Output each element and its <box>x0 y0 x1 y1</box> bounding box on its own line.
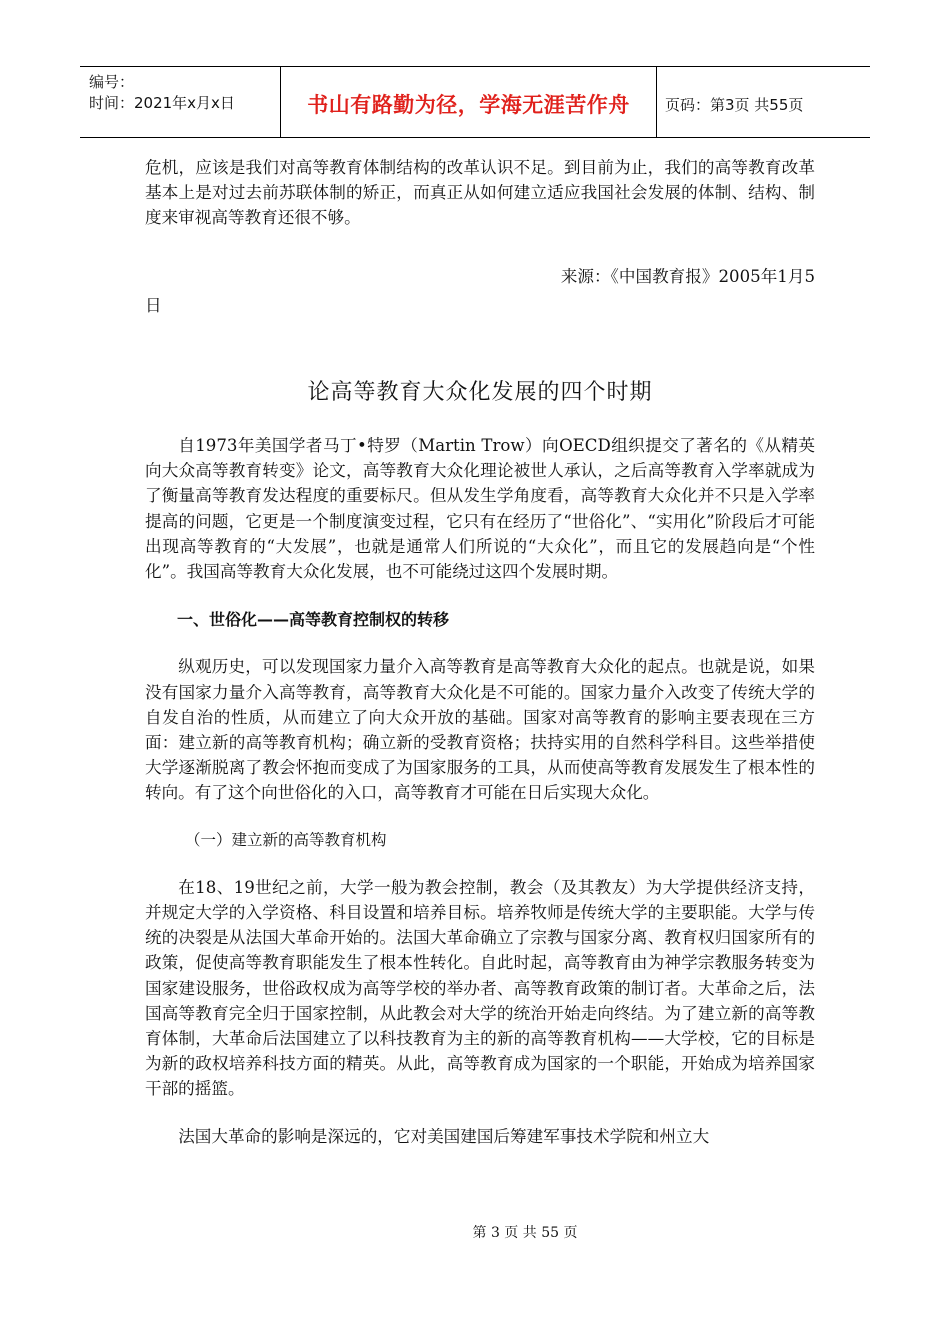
paragraph-intro: 危机，应该是我们对高等教育体制结构的改革认识不足。到目前为止，我们的高等教育改革基本上是对过去前苏联体制的矫正，而真正从如何建立适应我国社会发展的体制、结构、制度来审视高等教育还很不够。 <box>145 158 815 228</box>
paragraph-2: 纵观历史，可以发现国家力量介入高等教育是高等教育大众化的起点。也就是说，如果没有国家力量介入高等教育，高等教育大众化是不可能的。国家力量介入改变了传统大学的自发自治的性质，从而建立了向大众开放的基础。国家对高等教育的影响主要表现在三方面：建立新的高等教育机构；确立新的受教育资格；扶持实用的自然科学科目。这些举措使大学逐渐脱离了教会怀抱而变成了为国家服务的工具，从而使高等教育发展发生了根本性的转向。有了这个向世俗化的入口，高等教育才可能在日后实现大众化。 <box>145 657 815 803</box>
document-number-label: 编号： <box>89 73 135 91</box>
section-heading-1: 一、世俗化——高等教育控制权的转移 <box>177 610 450 630</box>
header-motto: 书山有路勤为径，学海无涯苦作舟 <box>281 67 657 137</box>
source-line: 来源：《中国教育报》2005年1月5 <box>560 266 815 286</box>
paragraph-3: 在18、19世纪之前，大学一般为教会控制，教会（及其教友）为大学提供经济支持，并规定大学的入学资格、科目设置和培养目标。培养牧师是传统大学的主要职能。大学与传统的决裂是从法国大革命开始的。法国大革命确立了宗教与国家分离、教育权归国家所有的政策，促使高等教育职能发生了根本性转化。自此时起，高等教育由为神学宗教服务转变为国家建设服务，世俗政权成为高等学校的举办者、高等教育政策的制订者。大革命之后，法国高等教育完全归于国家控制，从此教会对大学的统治开始走向终结。为了建立新的高等教育体制，大革命后法国建立了以科技教育为主的新的高等教育机构——大学校，它的目标是为新的政权培养科技方面的精英。从此，高等教育成为国家的一个职能，开始成为培养国家干部的摇篮。 <box>145 877 815 1099</box>
article-title: 论高等教育大众化发展的四个时期 <box>307 380 653 406</box>
document-body <box>145 155 815 1149</box>
header-meta <box>80 67 281 137</box>
paragraph-1: 自1973年美国学者马丁•特罗（Martin Trow）向OECD组织提交了著名的《从精英向大众高等教育转变》论文，高等教育大众化理论被世人承认，之后高等教育入学率就成为了衡量高等教育发达程度的重要标尺。但从发生学角度看，高等教育大众化并不只是入学率提高的问题，它更是一个制度演变过程，它只有在经历了“世俗化”、“实用化”阶段后才可能出现高等教育的“大发展”，也就是通常人们所说的“大众化”，而且它的发展趋向是“个性化”。我国高等教育大众化发展，也不可能绕过这四个发展时期。 <box>145 436 815 582</box>
document-time-label: 时间：2021年x月x日 <box>89 94 235 112</box>
page-header <box>80 66 870 138</box>
subsection-heading-1: （一）建立新的高等教育机构 <box>185 830 387 849</box>
paragraph-4: 法国大革命的影响是深远的，它对美国建国后筹建军事技术学院和州立大 <box>178 1126 710 1146</box>
page-footer: 第 3 页 共 55 页 <box>472 1225 578 1241</box>
header-page-number: 页码：第3页 共55页 <box>665 95 804 114</box>
source-line-tail: 日 <box>145 295 162 315</box>
